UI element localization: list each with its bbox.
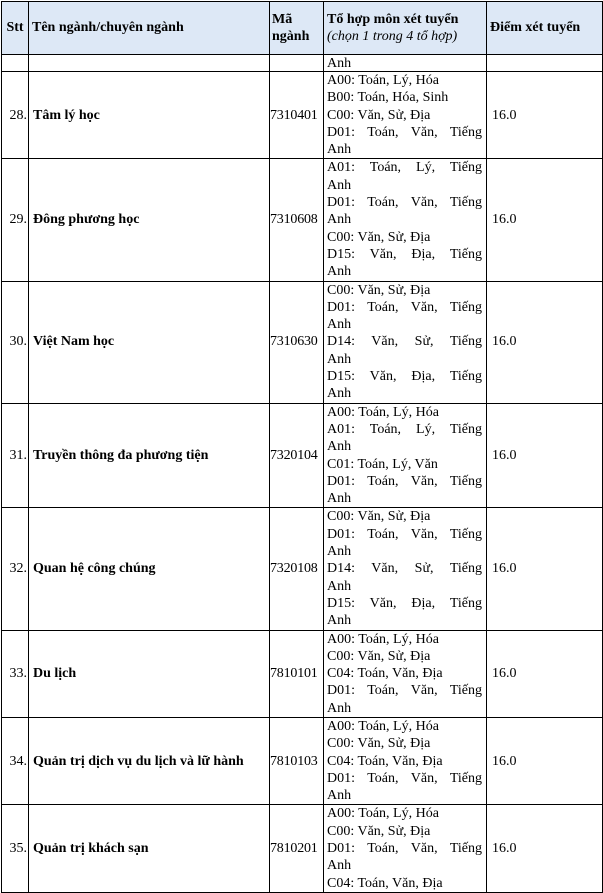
row-name: Quan hệ công chúng bbox=[29, 508, 270, 630]
header-combos-title: Tổ hợp môn xét tuyển bbox=[327, 11, 459, 27]
combo-text: C00: Văn, Sử, Địa bbox=[327, 509, 431, 525]
row-score: 16.0 bbox=[487, 630, 603, 717]
table-row bbox=[2, 630, 603, 717]
combo-text: D15: Văn, Địa, Tiếng bbox=[327, 369, 482, 385]
partial-score bbox=[487, 55, 603, 72]
combo-text: D01: Toán, Văn, Tiếng bbox=[327, 841, 482, 857]
row-score: 16.0 bbox=[487, 403, 603, 508]
row-score: 16.0 bbox=[487, 159, 603, 281]
combo-text: Anh bbox=[327, 317, 352, 333]
table-row bbox=[2, 805, 603, 892]
header-code-line1: Mã bbox=[272, 11, 293, 27]
row-combos bbox=[324, 805, 487, 892]
combo-text: Anh bbox=[327, 177, 352, 193]
row-combos bbox=[324, 72, 487, 159]
combo-text: C00: Văn, Sử, Địa bbox=[327, 229, 431, 245]
partial-name bbox=[29, 55, 270, 72]
row-combos bbox=[324, 508, 487, 630]
combo-text: D01: Toán, Văn, Tiếng bbox=[327, 473, 482, 489]
row-code: 7810201 bbox=[270, 805, 324, 892]
table-row bbox=[2, 403, 603, 508]
combo-text: Anh bbox=[327, 613, 352, 629]
combo-text: B00: Toán, Hóa, Sinh bbox=[327, 90, 449, 106]
row-score: 16.0 bbox=[487, 281, 603, 403]
row-stt: 35. bbox=[2, 805, 29, 892]
admission-table bbox=[1, 1, 603, 893]
row-stt: 29. bbox=[2, 159, 29, 281]
combo-text: Anh bbox=[327, 858, 352, 874]
combo-text: D01: Toán, Văn, Tiếng bbox=[327, 683, 482, 699]
combo-text: C01: Toán, Lý, Văn bbox=[327, 456, 438, 472]
combo-text: A01: Toán, Lý, Tiếng bbox=[327, 160, 482, 176]
row-code: 7310608 bbox=[270, 159, 324, 281]
row-name: Du lịch bbox=[29, 630, 270, 717]
header-score: Điểm xét tuyển bbox=[487, 2, 603, 55]
combo-text: D14: Văn, Sử, Tiếng bbox=[327, 334, 482, 350]
table-row bbox=[2, 717, 603, 804]
row-score: 16.0 bbox=[487, 805, 603, 892]
combo-text: C00: Văn, Sử, Địa bbox=[327, 107, 431, 123]
combo-text: C00: Văn, Sử, Địa bbox=[327, 736, 431, 752]
combo-text: A00: Toán, Lý, Hóa bbox=[327, 806, 439, 822]
row-stt: 30. bbox=[2, 281, 29, 403]
row-combos bbox=[324, 630, 487, 717]
row-name: Tâm lý học bbox=[29, 72, 270, 159]
combo-text: C04: Toán, Văn, Địa bbox=[327, 753, 443, 769]
combo-text: A00: Toán, Lý, Hóa bbox=[327, 718, 439, 734]
partial-stt bbox=[2, 55, 29, 72]
combo-text: D01: Toán, Văn, Tiếng bbox=[327, 526, 482, 542]
row-name: Truyền thông đa phương tiện bbox=[29, 403, 270, 508]
row-code: 7810101 bbox=[270, 630, 324, 717]
combo-text: Anh bbox=[327, 439, 352, 455]
partial-row bbox=[2, 55, 603, 72]
header-combos bbox=[324, 2, 487, 55]
header-code bbox=[270, 2, 324, 55]
row-code: 7320104 bbox=[270, 403, 324, 508]
combo-text: A01: Toán, Lý, Tiếng bbox=[327, 421, 482, 437]
row-name: Đông phương học bbox=[29, 159, 270, 281]
combo-text: Anh bbox=[327, 544, 352, 560]
combo-text: D01: Toán, Văn, Tiếng bbox=[327, 124, 482, 140]
table-row bbox=[2, 281, 603, 403]
row-combos bbox=[324, 717, 487, 804]
combo-text: D01: Toán, Văn, Tiếng bbox=[327, 770, 482, 786]
header-name: Tên ngành/chuyên ngành bbox=[29, 2, 270, 55]
table-header-row bbox=[2, 2, 603, 55]
row-stt: 32. bbox=[2, 508, 29, 630]
row-code: 7810103 bbox=[270, 717, 324, 804]
row-code: 7320108 bbox=[270, 508, 324, 630]
table-row bbox=[2, 508, 603, 630]
combo-text: D15: Văn, Địa, Tiếng bbox=[327, 246, 482, 262]
combo-text: A00: Toán, Lý, Hóa bbox=[327, 404, 439, 420]
row-score: 16.0 bbox=[487, 508, 603, 630]
row-code: 7310630 bbox=[270, 281, 324, 403]
combo-text: C00: Văn, Sử, Địa bbox=[327, 282, 431, 298]
combo-text: Anh bbox=[327, 212, 352, 228]
row-code: 7310401 bbox=[270, 72, 324, 159]
header-combos-sub: (chọn 1 trong 4 tổ hợp) bbox=[327, 29, 458, 44]
combo-text: Anh bbox=[327, 700, 352, 716]
combo-text: C00: Văn, Sử, Địa bbox=[327, 823, 431, 839]
row-name: Quản trị dịch vụ du lịch và lữ hành bbox=[29, 717, 270, 804]
partial-combos bbox=[324, 55, 487, 72]
combo-text: Anh bbox=[327, 386, 352, 402]
row-stt: 28. bbox=[2, 72, 29, 159]
combo-text: D01: Toán, Văn, Tiếng bbox=[327, 195, 482, 211]
header-stt: Stt bbox=[2, 2, 29, 55]
combo-text: Anh bbox=[327, 142, 352, 158]
partial-code bbox=[270, 55, 324, 72]
row-name: Việt Nam học bbox=[29, 281, 270, 403]
row-combos bbox=[324, 159, 487, 281]
row-combos bbox=[324, 403, 487, 508]
combo-text: A00: Toán, Lý, Hóa bbox=[327, 73, 439, 88]
row-stt: 34. bbox=[2, 717, 29, 804]
combo-text: D15: Văn, Địa, Tiếng bbox=[327, 595, 482, 611]
row-score: 16.0 bbox=[487, 72, 603, 159]
table-row bbox=[2, 72, 603, 159]
combo-text: D01: Toán, Văn, Tiếng bbox=[327, 299, 482, 315]
combo-text: Anh bbox=[327, 491, 352, 507]
header-code-line2: ngành bbox=[272, 29, 310, 44]
row-name: Quản trị khách sạn bbox=[29, 805, 270, 892]
combo-text: C04: Toán, Văn, Địa bbox=[327, 666, 443, 682]
combo-text: A00: Toán, Lý, Hóa bbox=[327, 631, 439, 647]
combo-text: Anh bbox=[327, 264, 352, 280]
combo-text: D14: Văn, Sử, Tiếng bbox=[327, 561, 482, 577]
combo-text: C04: Toán, Văn, Địa bbox=[327, 875, 443, 891]
combo-text: Anh bbox=[327, 788, 352, 804]
combo-text: Anh bbox=[327, 351, 352, 367]
combo-text: Anh bbox=[327, 578, 352, 594]
row-score: 16.0 bbox=[487, 717, 603, 804]
partial-combos-text: Anh bbox=[327, 56, 352, 71]
row-combos bbox=[324, 281, 487, 403]
row-stt: 31. bbox=[2, 403, 29, 508]
table-row bbox=[2, 159, 603, 281]
row-stt: 33. bbox=[2, 630, 29, 717]
combo-text: C00: Văn, Sử, Địa bbox=[327, 648, 431, 664]
